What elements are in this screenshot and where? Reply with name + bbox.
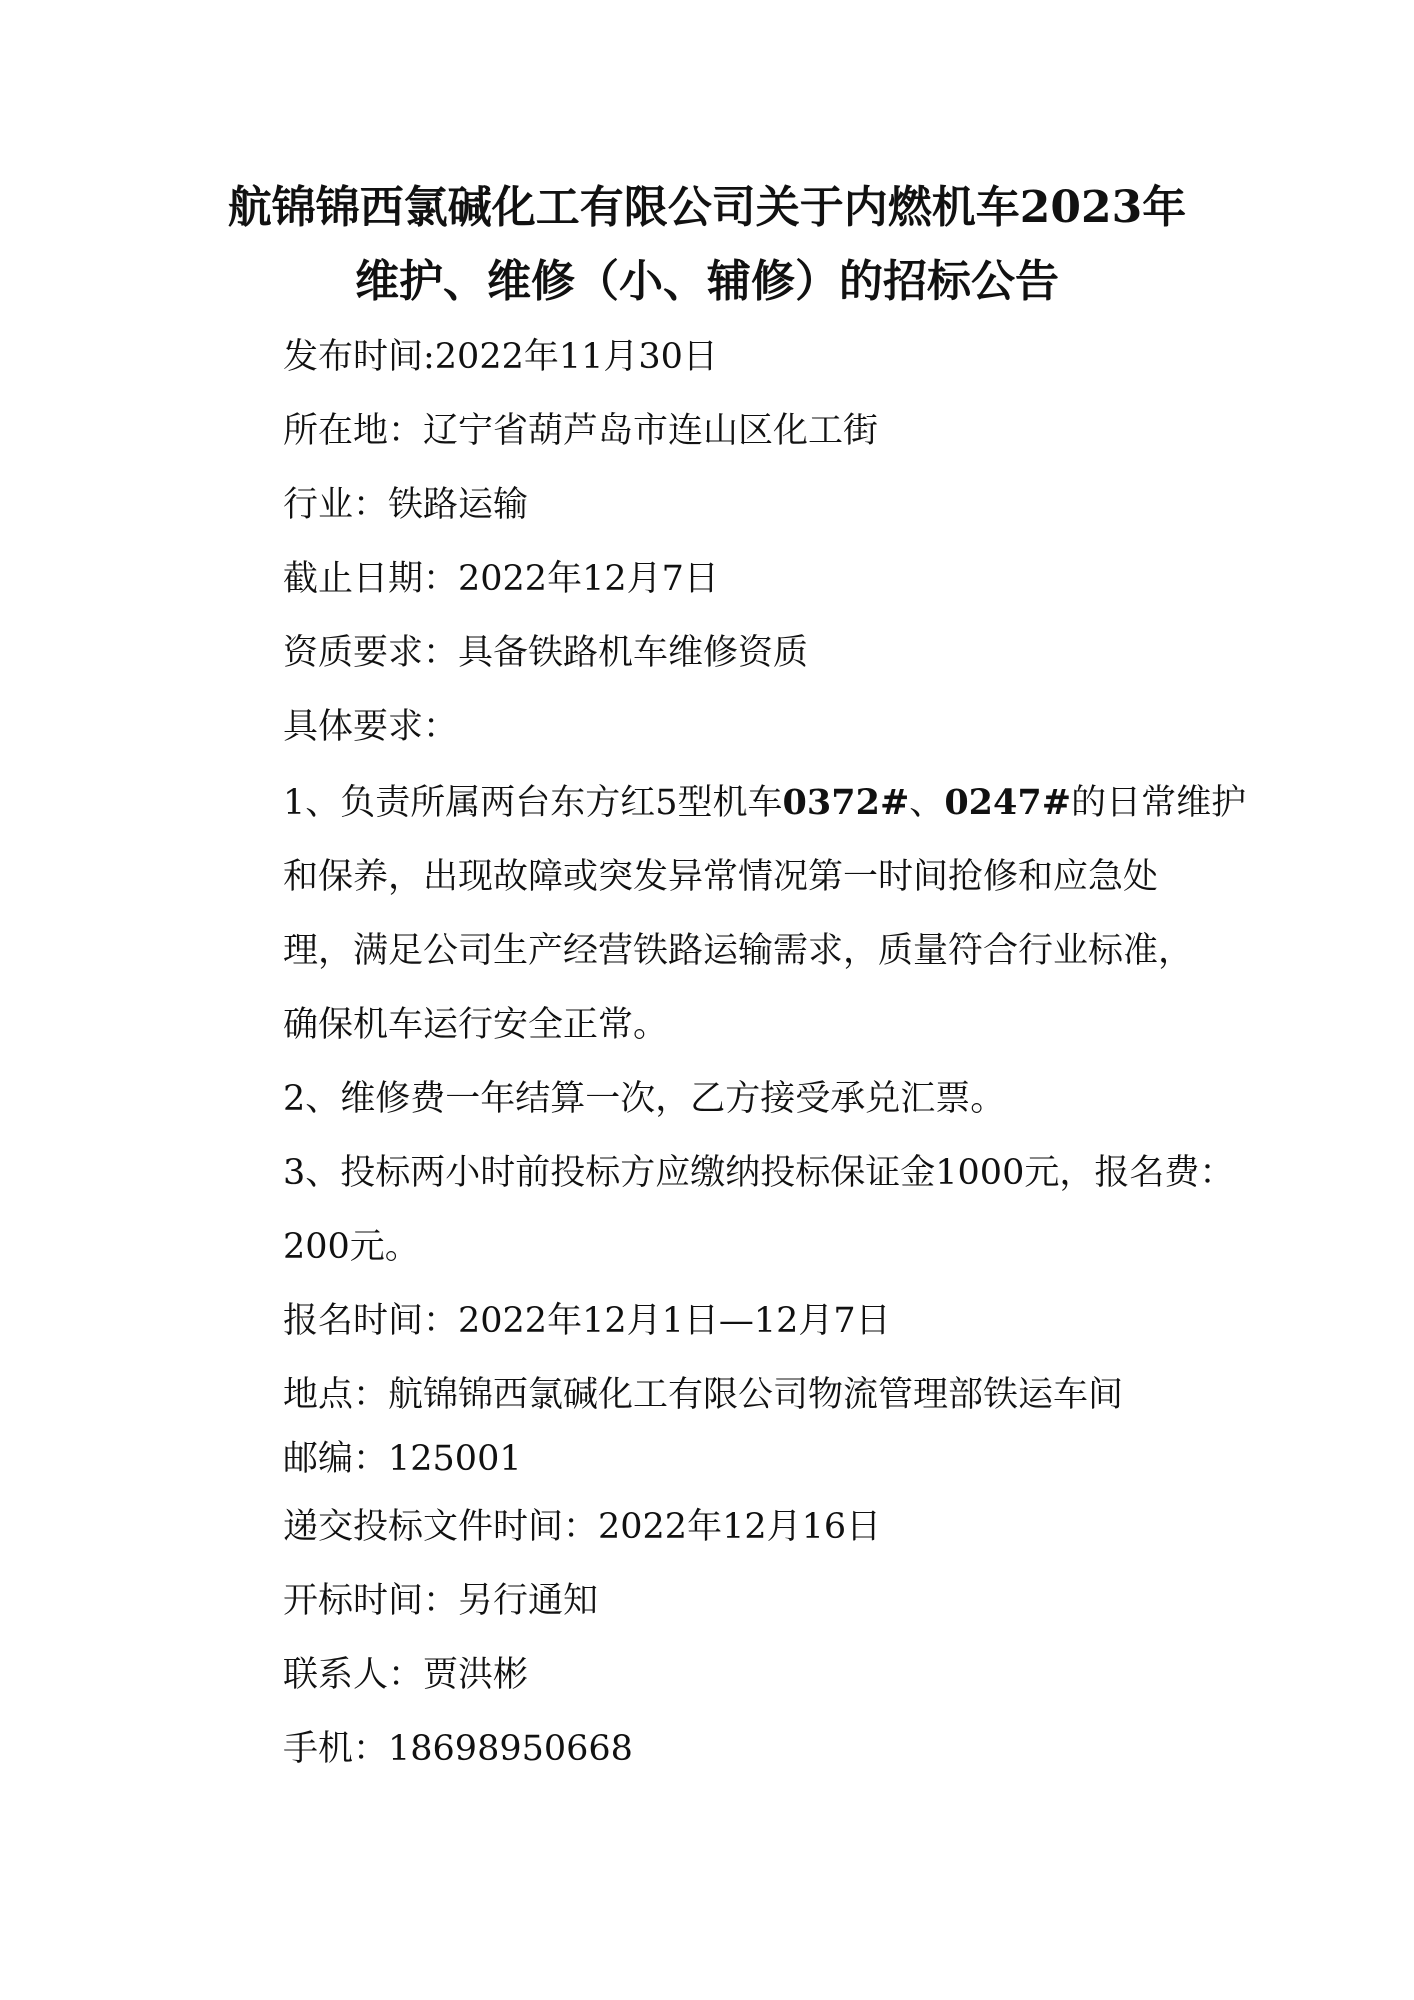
postcode: 邮编：125001 — [283, 1439, 522, 1479]
requirement-item-1-line-3: 理，满足公司生产经营铁路运输需求，质量符合行业标准， — [283, 931, 1194, 971]
document-title-line-2: 维护、维修（小、辅修）的招标公告 — [355, 256, 1059, 307]
requirement-item-2: 2、维修费一年结算一次，乙方接受承兑汇票。 — [283, 1079, 1006, 1119]
deadline: 截止日期：2022年12月7日 — [283, 559, 719, 599]
phone-number: 手机：18698950668 — [283, 1729, 633, 1769]
registration-time: 报名时间：2022年12月1日—12月7日 — [283, 1301, 891, 1341]
requirement-item-1-line-1 — [283, 780, 1246, 826]
address: 地点：航锦锦西氯碱化工有限公司物流管理部铁运车间 — [283, 1375, 1124, 1415]
requirement-item-1-line-2: 和保养，出现故障或突发异常情况第一时间抢修和应急处 — [283, 857, 1159, 897]
publish-time: 发布时间:2022年11月30日 — [283, 337, 718, 377]
requirement-item-1-line-4: 确保机车运行安全正常。 — [283, 1005, 669, 1045]
document-title-line-1: 航锦锦西氯碱化工有限公司关于内燃机车2023年 — [227, 182, 1187, 233]
requirement-item-1-prefix: 1、负责所属两台东方红5型机车 — [283, 783, 783, 823]
requirement-item-3-line-1: 3、投标两小时前投标方应缴纳投标保证金1000元，报名费： — [283, 1153, 1235, 1193]
contact-person: 联系人：贾洪彬 — [283, 1655, 529, 1695]
qualification: 资质要求：具备铁路机车维修资质 — [283, 633, 809, 673]
submission-time: 递交投标文件时间：2022年12月16日 — [283, 1507, 882, 1547]
requirement-item-3-line-2: 200元。 — [283, 1227, 420, 1267]
requirement-item-1-suffix: 的日常维护 — [1071, 783, 1247, 823]
location: 所在地：辽宁省葫芦岛市连山区化工街 — [283, 411, 879, 451]
opening-time: 开标时间：另行通知 — [283, 1581, 599, 1621]
industry: 行业：铁路运输 — [283, 485, 529, 525]
code-separator: 、 — [909, 783, 945, 823]
locomotive-code-2: 0247# — [944, 782, 1072, 823]
locomotive-code-1: 0372# — [782, 782, 910, 823]
requirements-heading: 具体要求： — [283, 707, 459, 747]
